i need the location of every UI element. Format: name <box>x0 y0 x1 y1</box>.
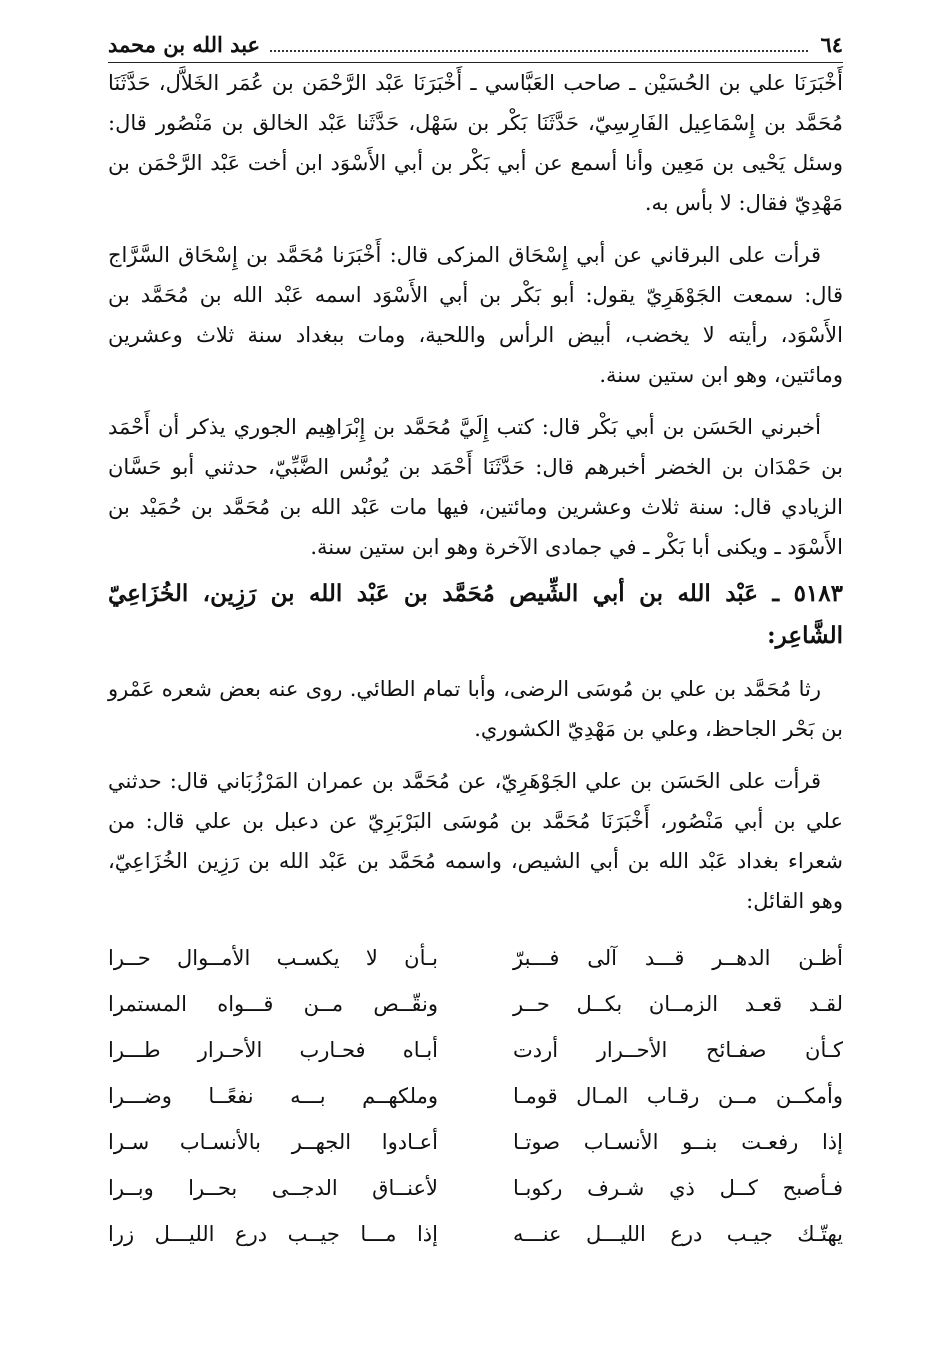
paragraph: قرأت على البرقاني عن أبي إِسْحَاق المزكى قال: أَخْبَرَنا مُحَمَّد بن إِسْحَاق السَّرَّاج قال: سمعت الجَوْهَرِيّ يقول: أبو بَكْر بن أبي الأَسْوَد اسمه عَبْد الله بن مُحَمَّد بن الأَسْوَد، رأيته لا يخضب، أبيض الرأس واللحية، ومات ببغداد سنة ثلاث وعشرين ومائتين، وهو ابن ستين سنة. <box>108 243 843 387</box>
poem <box>108 935 843 1257</box>
paragraph: رثا مُحَمَّد بن علي بن مُوسَى الرضى، وأبا تمام الطائي. روى عنه بعض شعره عَمْرو بن بَحْر الجاحظ، وعلي بن مَهْدِيّ الكشوري. <box>108 677 843 741</box>
verse-line <box>108 1165 843 1211</box>
verse-first-hemistich: يهتّـك جيـب درع الليـــل عنـــه <box>513 1222 843 1246</box>
page-header <box>108 30 843 63</box>
verse-second-hemistich: أعـادوا الجهــر بالأنسـاب سـرا <box>108 1130 438 1154</box>
verse-line <box>108 1027 843 1073</box>
verse-first-hemistich: وأمكــن مــن رقـاب المـال قومـا <box>513 1084 843 1108</box>
header-dot-leader <box>270 49 808 52</box>
verse-second-hemistich: ونقّــص مــن قـــواه المستمرا <box>108 992 438 1016</box>
verse-second-hemistich: وملكهــم بـــه نفعًــا وضـــرا <box>108 1084 438 1108</box>
verse-second-hemistich: لأعنــاق الدجــى بحــرا وبــرا <box>108 1176 438 1200</box>
paragraph: أَخْبَرَنَا علي بن الحُسَيْن ـ صاحب العَبَّاسي ـ أَخْبَرَنَا عَبْد الرَّحْمَن بن عُمَر الخَلاَّل، حَدَّثَنَا مُحَمَّد بن إِسْمَاعِيل الفَارِسِيّ، حَدَّثَنَا بَكْر بن سَهْل، حَدَّثَنا عَبْد الخالق بن مَنْصُور قال: وسئل يَحْيى بن مَعِين وأنا أسمع عن أبي بَكْر بن أبي الأَسْوَد ابن أخت عَبْد الرَّحْمَن بن مَهْدِيّ فقال: لا بأس به. <box>108 71 843 215</box>
verse-first-hemistich: فـأصبح كــل ذي شـرف ركوبـا <box>513 1176 843 1200</box>
paragraph: قرأت على الحَسَن بن علي الجَوْهَرِيّ، عن مُحَمَّد بن عمران المَرْزُبَاني قال: حدثني علي بن أبي مَنْصُور، أَخْبَرَنَا مُحَمَّد بن مُوسَى البَرْبَرِيّ عن دعبل بن علي قال: من شعراء بغداد عَبْد الله بن أبي الشيص، واسمه مُحَمَّد بن عَبْد الله بن رَزِين الخُزَاعِيّ، وهو القائل: <box>108 769 843 913</box>
verse-line <box>108 981 843 1027</box>
page-number: ٦٤ <box>820 32 843 57</box>
verse-line <box>108 1119 843 1165</box>
verse-line <box>108 1073 843 1119</box>
verse-second-hemistich: أبـاه فحـارب الأحـرار طـــرا <box>108 1038 438 1062</box>
entry-heading: ٥١٨٣ ـ عَبْد الله بن أبي الشِّيص مُحَمَّد بن عَبْد الله بن رَزِين، الخُزَاعِيّ الشَّاعِر: <box>108 580 843 649</box>
page <box>108 30 843 1257</box>
verse-first-hemistich: لقـد قعـد الزمــان بكــل حــر <box>513 992 843 1016</box>
verse-second-hemistich: بـأن لا يكسـب الأمــوال حــرا <box>108 946 438 970</box>
verse-line <box>108 935 843 981</box>
running-title: عبد الله بن محمد <box>108 32 261 57</box>
verse-second-hemistich: إذا مـــا جيــب درع الليـــل زرا <box>108 1222 438 1246</box>
paragraph: أخبرني الحَسَن بن أبي بَكْر قال: كتب إِلَيَّ مُحَمَّد بن إِبْرَاهِيم الجوري يذكر أن أَحْمَد بن حَمْدَان بن الخضر أخبرهم قال: حَدَّثَنَا أَحْمَد بن يُونُس الضَّبِّيّ، حدثني أبو حَسَّان الزيادي قال: سنة ثلاث وعشرين ومائتين، فيها مات عَبْد الله بن مُحَمَّد بن حُمَيْد بن الأَسْوَد ـ ويكنى أبا بَكْر ـ في جمادى الآخرة وهو ابن ستين سنة. <box>108 415 843 559</box>
verse-first-hemistich: أظـن الدهــر قـــد آلى فـــبرّ <box>513 946 843 970</box>
verse-line <box>108 1211 843 1257</box>
verse-first-hemistich: كـأن صفـائح الأحــرار أردت <box>513 1038 843 1062</box>
verse-first-hemistich: إذا رفعـت بنــو الأنسـاب صوتـا <box>513 1130 843 1154</box>
